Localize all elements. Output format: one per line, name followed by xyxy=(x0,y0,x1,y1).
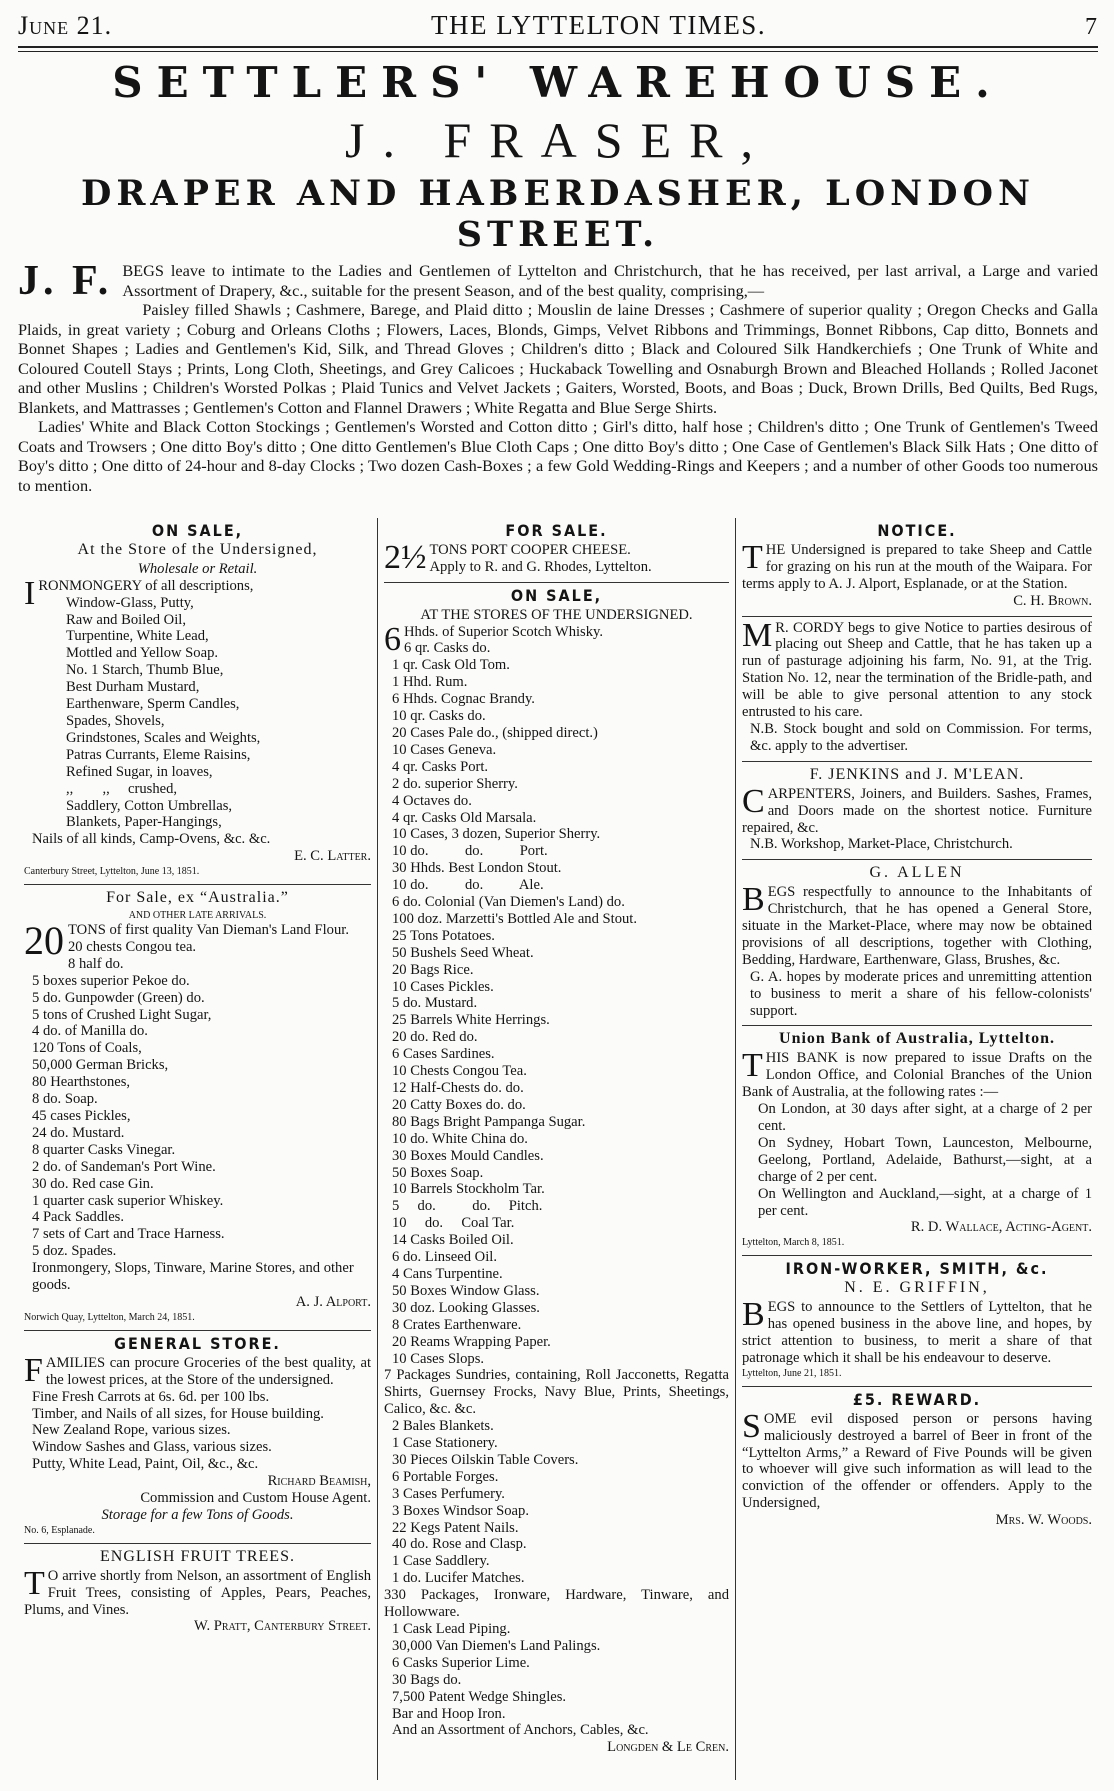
drop-cap: S xyxy=(742,1407,761,1445)
list-item: Timber, and Nails of all sizes, for House building. xyxy=(32,1405,324,1422)
list-item: 7 sets of Cart and Trace Harness. xyxy=(32,1226,225,1243)
list-item: Blankets, Paper-Hangings, xyxy=(66,814,222,831)
list-item: 10 Chests Congou Tea. xyxy=(392,1063,527,1080)
ad-body: AMILIES can procure Groceries of the best quality, at the lowest prices, at the Store of the undersigned. xyxy=(45,1354,371,1388)
list-item: 2 do. of Sandeman's Port Wine. xyxy=(32,1158,216,1175)
ad-note: N.B. Stock bought and sold on Commission. For terms, &c. apply to the advertiser. xyxy=(750,720,1092,754)
ad-heading: F. JENKINS and J. M'LEAN. xyxy=(809,765,1025,783)
main-intro: BEGS leave to intimate to the Ladies and Gentlemen of Lyttelton and Christchurch, that he has received, per last arrival, a Large and varied Assortment of Drapery, &c., suitable for the present Season, and of the best quality, comprising,— xyxy=(122,261,1098,300)
list-item: 6 Casks Superior Lime. xyxy=(392,1654,530,1671)
ad-first-line: TONS of first quality Van Dieman's Land Flour. xyxy=(68,922,349,939)
rate-line: On Sydney, Hobart Town, Launceston, Melbourne, Geelong, Portland, Adelaide, Bathurst,—sight, at a charge of 2 per cent. xyxy=(758,1134,1092,1185)
ad-jenkins xyxy=(742,762,1092,861)
list-item: 6 Portable Forges. xyxy=(392,1468,499,1485)
ad-general-store xyxy=(24,1331,371,1544)
list-item: Grindstones, Scales and Weights, xyxy=(66,729,261,746)
list-item: 8 quarter Casks Vinegar. xyxy=(32,1141,176,1158)
ad-heading: GENERAL STORE. xyxy=(114,1333,281,1353)
list-item: ,, ,, crushed, xyxy=(66,780,178,797)
ad-subheading: N. E. GRIFFIN, xyxy=(844,1279,990,1297)
advertiser-signature: C. H. Brown. xyxy=(1013,592,1092,609)
list-item: 6 do. Linseed Oil. xyxy=(392,1249,497,1266)
list-item: 100 doz. Marzetti's Bottled Ale and Stout. xyxy=(392,910,638,927)
newspaper-title: THE LYTTELTON TIMES. xyxy=(431,10,767,40)
advertiser-signature: Longden & Le Cren. xyxy=(607,1739,729,1756)
list-item: 20 Cases Pale do., (shipped direct.) xyxy=(392,724,598,741)
ad-note: Storage for a few Tons of Goods. xyxy=(101,1506,294,1523)
ad-body: R. CORDY begs to give Notice to parties desirous of placing out Sheep and Cattle, that he has taken up a run of pasturage adjoining his farm, No. 91, at the Trig. Station No. 12, near the termination of the Bridle-path, and will be able to give personal attention to any stock entrusted to his care. xyxy=(742,619,1092,721)
advertiser-signature: W. Pratt, Canterbury Street. xyxy=(194,1618,371,1635)
drop-cap: B xyxy=(742,1296,765,1334)
advert-columns xyxy=(18,518,1098,1780)
list-item: 4 qr. Casks Port. xyxy=(392,758,489,775)
list-item: 5 boxes superior Pekoe do. xyxy=(32,972,190,989)
list-item: 4 Pack Saddles. xyxy=(32,1209,125,1226)
ad-heading: NOTICE. xyxy=(877,521,957,540)
list-item: 10 Cases Geneva. xyxy=(392,741,497,758)
list-item: Nails of all kinds, Camp-Ovens, &c. &c. xyxy=(32,831,271,848)
rate-line: On London, at 30 days after sight, at a charge of 2 per cent. xyxy=(758,1101,1092,1134)
list-item: Best Durham Mustard, xyxy=(66,679,200,696)
item-list xyxy=(384,640,729,1367)
list-item: 30 Bags do. xyxy=(392,1671,462,1688)
advertiser-signature: A. J. Alport. xyxy=(295,1293,371,1310)
page-header xyxy=(18,10,1098,46)
list-item: 4 do. of Manilla do. xyxy=(32,1023,148,1040)
list-item: 50 Boxes Soap. xyxy=(392,1164,484,1181)
list-item: 3 Cases Perfumery. xyxy=(392,1485,505,1502)
list-item: 50 Boxes Window Glass. xyxy=(392,1282,540,1299)
item-list xyxy=(24,939,371,1260)
item-list xyxy=(384,1621,729,1739)
list-item: 8 half do. xyxy=(68,955,124,972)
list-item: New Zealand Rope, various sizes. xyxy=(32,1422,231,1439)
ad-place-date: Norwich Quay, Lyttelton, March 24, 1851. xyxy=(24,1311,195,1323)
list-item: 20 chests Congou tea. xyxy=(68,938,197,955)
drop-cap: T xyxy=(24,1564,45,1602)
ad-heading: G. ALLEN xyxy=(869,864,965,882)
ad-heading: ON SALE, xyxy=(151,521,244,540)
column-3 xyxy=(736,518,1098,1780)
masthead-trade: DRAPER AND HABERDASHER, LONDON STREET. xyxy=(80,173,1036,255)
issue-date: June 21. xyxy=(18,11,113,40)
list-item: Bar and Hoop Iron. xyxy=(392,1705,506,1722)
ad-subheading: AND OTHER LATE ARRIVALS. xyxy=(128,910,267,922)
main-para-1: Paisley filled Shawls ; Cashmere, Barege, and Plaid ditto ; Mouslin de laine Dresses ; Cashmere of superior quality ; Oregon Checks and Galla Plaids, in great variety ; Coburg and Orleans Cloths ; Flowers, Laces, Blonds, Gimps, Velvet Ribbons and Trimmings, Bonnet Ribbons, Cap ditto, Bonnets and Bonnet Shapes ; Ladies and Gentlemen's Kid, Silk, and Thread Gloves ; Children's ditto ; Black and Coloured Silk Handkerchiefs ; One Trunk of White and Coloured Coutell Stays ; Prints, Long Cloth, Sheetings, and Grey Calicoes ; Huckaback Towelling and Osnaburgh Brown and Bleached Hollands ; Rolled Jaconet and other Muslins ; Children's Worsted Polkas ; Plaid Tunics and Velvet Jackets ; Gaiters, Worsted, Boots, and Boas ; Duck, Brown Drills, Bed Quilts, Bed Rugs, Blankets, and Mattrasses ; Gentlemen's Cotton and Flannel Drawers ; White Regatta and Blue Serge Shirts. xyxy=(18,300,1098,417)
ad-cordy xyxy=(742,617,1092,762)
drop-cap: 6 xyxy=(384,620,401,658)
ad-body: HIS BANK is now prepared to issue Drafts on the London Office, and Colonial Branches of the Union Bank of Australia, at the following rates :— xyxy=(742,1050,1092,1101)
ad-union-bank xyxy=(742,1026,1092,1256)
list-item: 30 do. Red case Gin. xyxy=(32,1175,154,1192)
main-advert xyxy=(18,258,1098,495)
advertiser-signature: Mrs. W. Woods. xyxy=(995,1512,1092,1529)
advertiser-signature: Richard Beamish, xyxy=(267,1473,371,1490)
drop-cap: T xyxy=(742,538,763,576)
ad-body: HE Undersigned is prepared to take Sheep and Cattle for grazing on his run at the mouth of the Waipara. For terms apply to A. J. Alport, Esplanade, or at the Station. xyxy=(742,541,1092,592)
list-item: 25 Barrels White Herrings. xyxy=(392,1012,550,1029)
list-item: 50,000 German Bricks, xyxy=(32,1057,169,1074)
list-item: 10 do. White China do. xyxy=(392,1130,528,1147)
ad-body: ARPENTERS, Joiners, and Builders. Sashes, Frames, and Doors made on the shortest notice. Furniture repaired, &c. xyxy=(742,785,1092,836)
list-item: 25 Tons Potatoes. xyxy=(392,927,495,944)
ad-note: N.B. Workshop, Market-Place, Christchurch. xyxy=(750,836,1013,853)
list-item: 24 do. Mustard. xyxy=(32,1124,125,1141)
ad-heading: £5. REWARD. xyxy=(852,1389,982,1409)
newspaper-page xyxy=(18,10,1098,1780)
ad-body-2: G. A. hopes by moderate prices and unremitting attention to business to merit a share of his fellow-colonists' support. xyxy=(750,968,1092,1019)
advertiser-signature: E. C. Latter. xyxy=(294,848,371,865)
list-item: 20 Reams Wrapping Paper. xyxy=(392,1333,551,1350)
ad-paragraph: 330 Packages, Ironware, Hardware, Tinware, and Hollowware. xyxy=(384,1587,729,1621)
list-item: 1 Case Saddlery. xyxy=(392,1553,490,1570)
list-item: Fine Fresh Carrots at 6s. 6d. per 100 lbs. xyxy=(32,1388,270,1405)
drop-cap: T xyxy=(742,1047,763,1085)
list-item: 1 quarter cask superior Whiskey. xyxy=(32,1192,224,1209)
list-item: 80 Hearthstones, xyxy=(32,1074,131,1091)
list-item: 5 do. Mustard. xyxy=(392,995,478,1012)
list-item: 50 Bushels Seed Wheat. xyxy=(392,944,534,961)
list-item: 6 do. Colonial (Van Diemen's Land) do. xyxy=(392,894,625,911)
list-item: 5 tons of Crushed Light Sugar, xyxy=(32,1006,212,1023)
list-item: 30 doz. Looking Glasses. xyxy=(392,1299,540,1316)
list-item: 8 do. Soap. xyxy=(32,1091,98,1108)
ad-first-line: TONS PORT COOPER CHEESE. xyxy=(429,541,631,558)
list-item: Window Sashes and Glass, various sizes. xyxy=(32,1439,272,1456)
list-item: 10 do. Coal Tar. xyxy=(392,1215,515,1232)
ad-body: O arrive shortly from Nelson, an assortment of English Fruit Trees, consisting of Apples, Pears, Peaches, Plums, and Vines. xyxy=(24,1567,371,1618)
ad-body: OME evil disposed person or persons having maliciously destroyed a barrel of Beer in front of the “Lyttelton Arms,” a Reward of Five Pounds will be given to whoever will give such information as will lead to the conviction of the offender or offenders. Apply to the Undersigned, xyxy=(742,1410,1092,1512)
ad-subheading: At the Store of the Undersigned, xyxy=(77,540,318,558)
ad-first-line: RONMONGERY of all descriptions, xyxy=(38,577,254,594)
ad-notice xyxy=(742,518,1092,617)
drop-cap: B xyxy=(742,881,765,919)
list-item: 5 doz. Spades. xyxy=(32,1243,117,1260)
list-item: 5 do. do. Pitch. xyxy=(392,1198,543,1215)
drop-cap: M xyxy=(742,616,773,654)
list-item: 80 Bags Bright Pampanga Sugar. xyxy=(392,1113,586,1130)
ad-allen xyxy=(742,860,1092,1026)
item-list xyxy=(384,1418,729,1587)
list-item: Window-Glass, Putty, xyxy=(66,594,194,611)
ad-heading: IRON-WORKER, SMITH, &c. xyxy=(785,1259,1049,1279)
list-item: 1 Case Stationery. xyxy=(392,1435,498,1452)
header-rule xyxy=(18,46,1098,52)
ad-ironmongery xyxy=(24,518,371,885)
list-item: 120 Tons of Coals, xyxy=(32,1040,142,1057)
list-item: 4 Octaves do. xyxy=(392,792,472,809)
list-item: 14 Casks Boiled Oil. xyxy=(392,1232,514,1249)
ad-reward xyxy=(742,1387,1092,1535)
page-number: 7 xyxy=(1085,14,1098,40)
list-item: 10 qr. Casks do. xyxy=(392,708,486,725)
list-item: 30 Boxes Mould Candles. xyxy=(392,1147,544,1164)
ad-iron-worker xyxy=(742,1256,1092,1386)
ad-second-line: Apply to R. and G. Rhodes, Lyttelton. xyxy=(429,558,652,575)
ad-cheese xyxy=(384,518,729,583)
ad-place-date: Canterbury Street, Lyttelton, June 13, 1851. xyxy=(24,866,200,878)
list-item: 1 do. Lucifer Matches. xyxy=(392,1570,525,1587)
list-item: Raw and Boiled Oil, xyxy=(66,611,186,628)
list-item: Spades, Shovels, xyxy=(66,712,165,729)
list-item: 30 Hhds. Best London Stout. xyxy=(392,860,562,877)
list-item: 30 Pieces Oilskin Table Covers. xyxy=(392,1451,579,1468)
list-item: Turpentine, White Lead, xyxy=(66,628,209,645)
ad-body: EGS to announce to the Settlers of Lyttelton, that he has opened business in the above line, and hopes, by strict attention to business, to merit a share of that patronage which it shall be his endeavour to deserve. xyxy=(742,1299,1092,1366)
ad-fruit-trees xyxy=(24,1544,371,1642)
ad-subheading-2: Wholesale or Retail. xyxy=(137,560,258,577)
list-item: 5 do. Gunpowder (Green) do. xyxy=(32,989,205,1006)
drop-cap: F xyxy=(24,1351,43,1389)
list-item: 10 Cases Pickles. xyxy=(392,978,494,995)
masthead-title: SETTLERS' WAREHOUSE. xyxy=(112,58,1004,107)
drop-cap: C xyxy=(742,782,765,820)
list-item: 30,000 Van Diemen's Land Palings. xyxy=(392,1637,601,1654)
rate-line: On Wellington and Auckland,—sight, at a charge of 1 per cent. xyxy=(758,1185,1092,1219)
item-list xyxy=(24,1389,371,1474)
list-item: 12 Half-Chests do. do. xyxy=(392,1080,524,1096)
advertiser-signature: R. D. Wallace, Acting-Agent. xyxy=(910,1219,1092,1236)
drop-cap: 20 xyxy=(24,918,64,964)
list-item: Patras Currants, Eleme Raisins, xyxy=(66,746,251,763)
list-item: Saddlery, Cotton Umbrellas, xyxy=(66,797,233,814)
list-item: Earthenware, Sperm Candles, xyxy=(66,696,240,713)
list-item: Mottled and Yellow Soap. xyxy=(66,645,219,662)
list-item: 20 Catty Boxes do. do. xyxy=(392,1096,526,1113)
ad-first-line: Hhds. of Superior Scotch Whisky. xyxy=(404,623,604,640)
ad-heading: For Sale, ex “Australia.” xyxy=(106,889,289,907)
list-item: 40 do. Rose and Clasp. xyxy=(392,1536,527,1553)
item-list xyxy=(24,595,371,832)
list-item: 6 qr. Casks do. xyxy=(404,640,491,657)
list-item: 22 Kegs Patent Nails. xyxy=(392,1519,519,1536)
ad-place-date: No. 6, Esplanade. xyxy=(24,1524,95,1536)
list-item: 6 Hhds. Cognac Brandy. xyxy=(392,691,535,708)
list-item: 1 Hhd. Rum. xyxy=(392,674,468,691)
list-item: No. 1 Starch, Thumb Blue, xyxy=(66,662,224,679)
list-item: 10 Barrels Stockholm Tar. xyxy=(392,1181,545,1198)
list-item: 45 cases Pickles, xyxy=(32,1108,131,1124)
ad-last-line: Ironmongery, Slops, Tinware, Marine Stores, and other goods. xyxy=(32,1260,354,1294)
list-item: 8 Crates Earthenware. xyxy=(392,1316,522,1333)
list-item: 1 Cask Lead Piping. xyxy=(392,1621,511,1637)
ad-stores xyxy=(384,583,729,1763)
list-item: 2 do. superior Sherry. xyxy=(392,775,518,792)
list-item: 2 Bales Blankets. xyxy=(392,1418,494,1435)
list-item: Putty, White Lead, Paint, Oil, &c., &c. xyxy=(32,1456,259,1473)
ad-paragraph: 7 Packages Sundries, containing, Roll Jacconetts, Regatta Shirts, Guernsey Frocks, Navy Blue, Prints, Sheetings, Calico, &c. &c. xyxy=(384,1367,729,1418)
list-item: And an Assortment of Anchors, Cables, &c. xyxy=(392,1722,649,1739)
masthead-name: J. FRASER, xyxy=(345,112,771,168)
ad-heading: FOR SALE. xyxy=(505,521,608,540)
list-item: 20 Bags Rice. xyxy=(392,961,474,978)
ad-for-sale-australia xyxy=(24,885,371,1331)
ad-heading: Union Bank of Australia, Lyttelton. xyxy=(779,1030,1055,1048)
list-item: Refined Sugar, in loaves, xyxy=(66,763,213,780)
list-item: 6 Cases Sardines. xyxy=(392,1046,495,1063)
list-item: 4 qr. Casks Old Marsala. xyxy=(392,809,537,826)
list-item: 4 Cans Turpentine. xyxy=(392,1265,503,1282)
main-initial: J. F. xyxy=(18,258,113,304)
column-1 xyxy=(18,518,378,1780)
list-item: 3 Boxes Windsor Soap. xyxy=(392,1502,529,1519)
main-para-2: Ladies' White and Black Cotton Stockings ; Gentlemen's Worsted and Cotton ditto ; Girl's ditto, half hose ; Children's ditto ; One Trunk of Gentlemen's Tweed Coats and Trowsers ; One ditto Boy's ditto ; One ditto Gentlemen's Blue Cloth Caps ; One ditto Boy's ditto ; One Case of Gentlemen's Black Silk Hats ; One ditto of Boy's ditto ; One ditto of 24-hour and 8-day Clocks ; Two dozen Cash-Boxes ; a few Gold Wedding-Rings and Keepers ; and a number of other Goods too numerous to mention. xyxy=(18,417,1098,495)
ad-place-date: Lyttelton, March 8, 1851. xyxy=(742,1237,845,1249)
list-item: 10 do. do. Ale. xyxy=(392,877,544,894)
ad-body: EGS respectfully to announce to the Inhabitants of Christchurch, that he has opened a General Store, situate in the Market-Place, where may now be obtained provisions of all descriptions, together with Clothing, Bedding, Hardware, Earthenware, Glass, Brushes, &c. xyxy=(742,884,1092,968)
advertiser-title: Commission and Custom House Agent. xyxy=(140,1490,371,1507)
ad-heading: ENGLISH FRUIT TREES. xyxy=(100,1547,295,1565)
column-2 xyxy=(378,518,736,1780)
list-item: 10 Cases, 3 dozen, Superior Sherry. xyxy=(392,826,601,843)
ad-subheading: AT THE STORES OF THE UNDERSIGNED. xyxy=(420,606,693,623)
list-item: 20 do. Red do. xyxy=(392,1029,478,1046)
drop-cap: 2½ xyxy=(384,538,427,576)
list-item: 10 do. do. Port. xyxy=(392,843,548,860)
list-item: 1 qr. Cask Old Tom. xyxy=(392,657,510,674)
drop-cap: I xyxy=(24,574,36,612)
ad-place-date: Lyttelton, June 21, 1851. xyxy=(742,1367,842,1379)
list-item: 10 Cases Slops. xyxy=(392,1350,485,1367)
list-item: 7,500 Patent Wedge Shingles. xyxy=(392,1688,567,1705)
ad-heading: ON SALE, xyxy=(510,585,603,605)
